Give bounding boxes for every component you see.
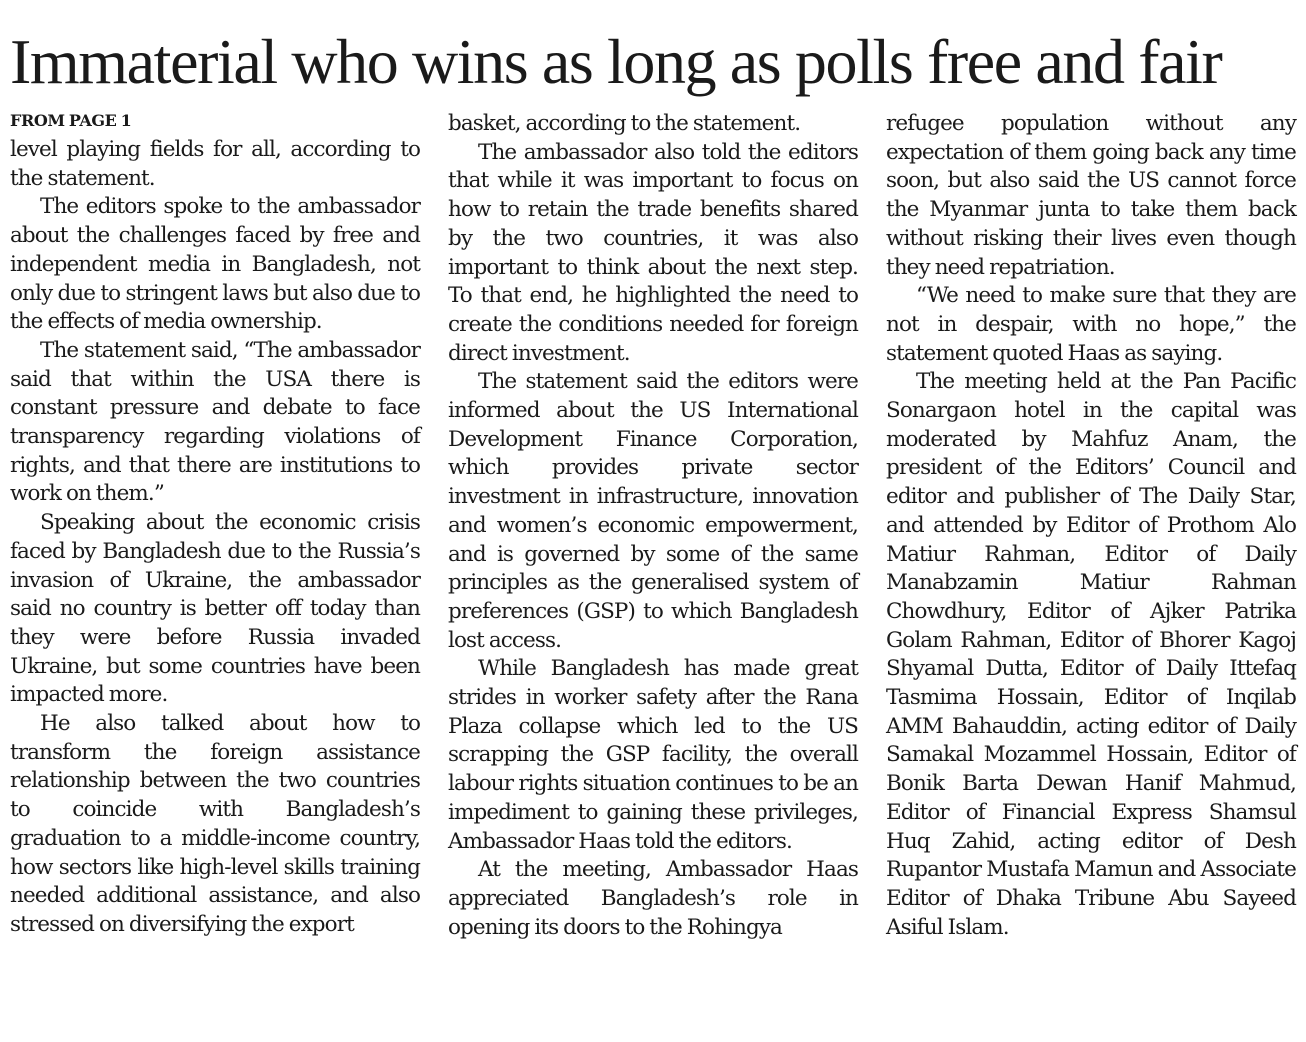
- article-paragraph: basket, according to the statement.: [448, 111, 801, 136]
- article-column-2: [448, 110, 858, 942]
- article-paragraph: The ambassador also told the editors that while it was important to focus on how to retain the trade benefits shared by the two countries, it was also important to think about the next step. To that end, he highlighted the need to create the conditions needed for foreign direct investment.: [448, 139, 858, 366]
- article-paragraph: The meeting held at the Pan Pacific Sonargaon hotel in the capital was moderated by Mahfuz Anam, the president of the Editors’ Council and editor and publisher of The Daily Star, and attended by Editor of Prothom Alo Matiur Rahman, Editor of Daily Manabzamin Matiur Rahman Chowdhury, Editor of Ajker Patrika Golam Rahman, Editor of Bhorer Kagoj Shyamal Dutta, Editor of Daily Ittefaq Tasmima Hossain, Editor of Inqilab AMM Bahauddin, acting editor of Daily Samakal Mozammel Hossain, Editor of Bonik Barta Dewan Hanif Mahmud, Editor of Financial Express Shamsul Huq Zahid, acting editor of Desh Rupantor Mustafa Mamun and Associate Editor of Dhaka Tribune Abu Sayeed Asiful Islam.: [886, 369, 1296, 940]
- article-paragraph: The statement said, “The ambassador said that within the USA there is constant pressure and debate to face transparency regarding violations of rights, and that there are institutions to work on them.”: [10, 337, 420, 507]
- article-column-3: [886, 110, 1296, 942]
- article-paragraph: He also talked about how to transform the foreign assistance relationship between the two countries to coincide with Bangladesh’s graduation to a middle-income country, how sectors like high-level skills training needed additional assistance, and also stressed on diversifying the export: [10, 711, 420, 937]
- article-paragraph: While Bangladesh has made great strides in worker safety after the Rana Plaza collapse which led to the US scrapping the GSP facility, the overall labour rights situation continues to be an impediment to gaining these privileges, Ambassador Haas told the editors.: [448, 656, 858, 854]
- article-paragraph: At the meeting, Ambassador Haas appreciated Bangladesh’s role in opening its doors to the Rohingya: [448, 857, 858, 940]
- headline: Immaterial who wins as long as polls free and fair: [10, 26, 1222, 97]
- article-paragraph: The statement said the editors were informed about the US International Development Finance Corporation, which provides private sector investment in infrastructure, innovation and women’s economic empowerment, and is governed by some of the same principles as the generalised system of preferences (GSP) to which Bangladesh lost access.: [448, 369, 858, 653]
- article-paragraph: refugee population without any expectation of them going back any time soon, but also said the US cannot force the Myanmar junta to take them back without risking their lives even though they need repatriation.: [886, 111, 1296, 280]
- article-paragraph: Speaking about the economic crisis faced by Bangladesh due to the Russia’s invasion of Ukraine, the ambassador said no country is better off today than they were before Russia invaded Ukraine, but some countries have been impacted more.: [10, 510, 420, 708]
- continuation-kicker: FROM PAGE 1: [10, 111, 132, 130]
- article-paragraph: The editors spoke to the ambassador about the challenges faced by free and independent media in Bangladesh, not only due to stringent laws but also due to the effects of media ownership.: [10, 194, 420, 335]
- article-paragraph: “We need to make sure that they are not in despair, with no hope,” the statement quoted Haas as saying.: [886, 283, 1296, 366]
- article-column-1: [10, 110, 420, 940]
- article-paragraph: level playing fields for all, according to the statement.: [10, 137, 420, 191]
